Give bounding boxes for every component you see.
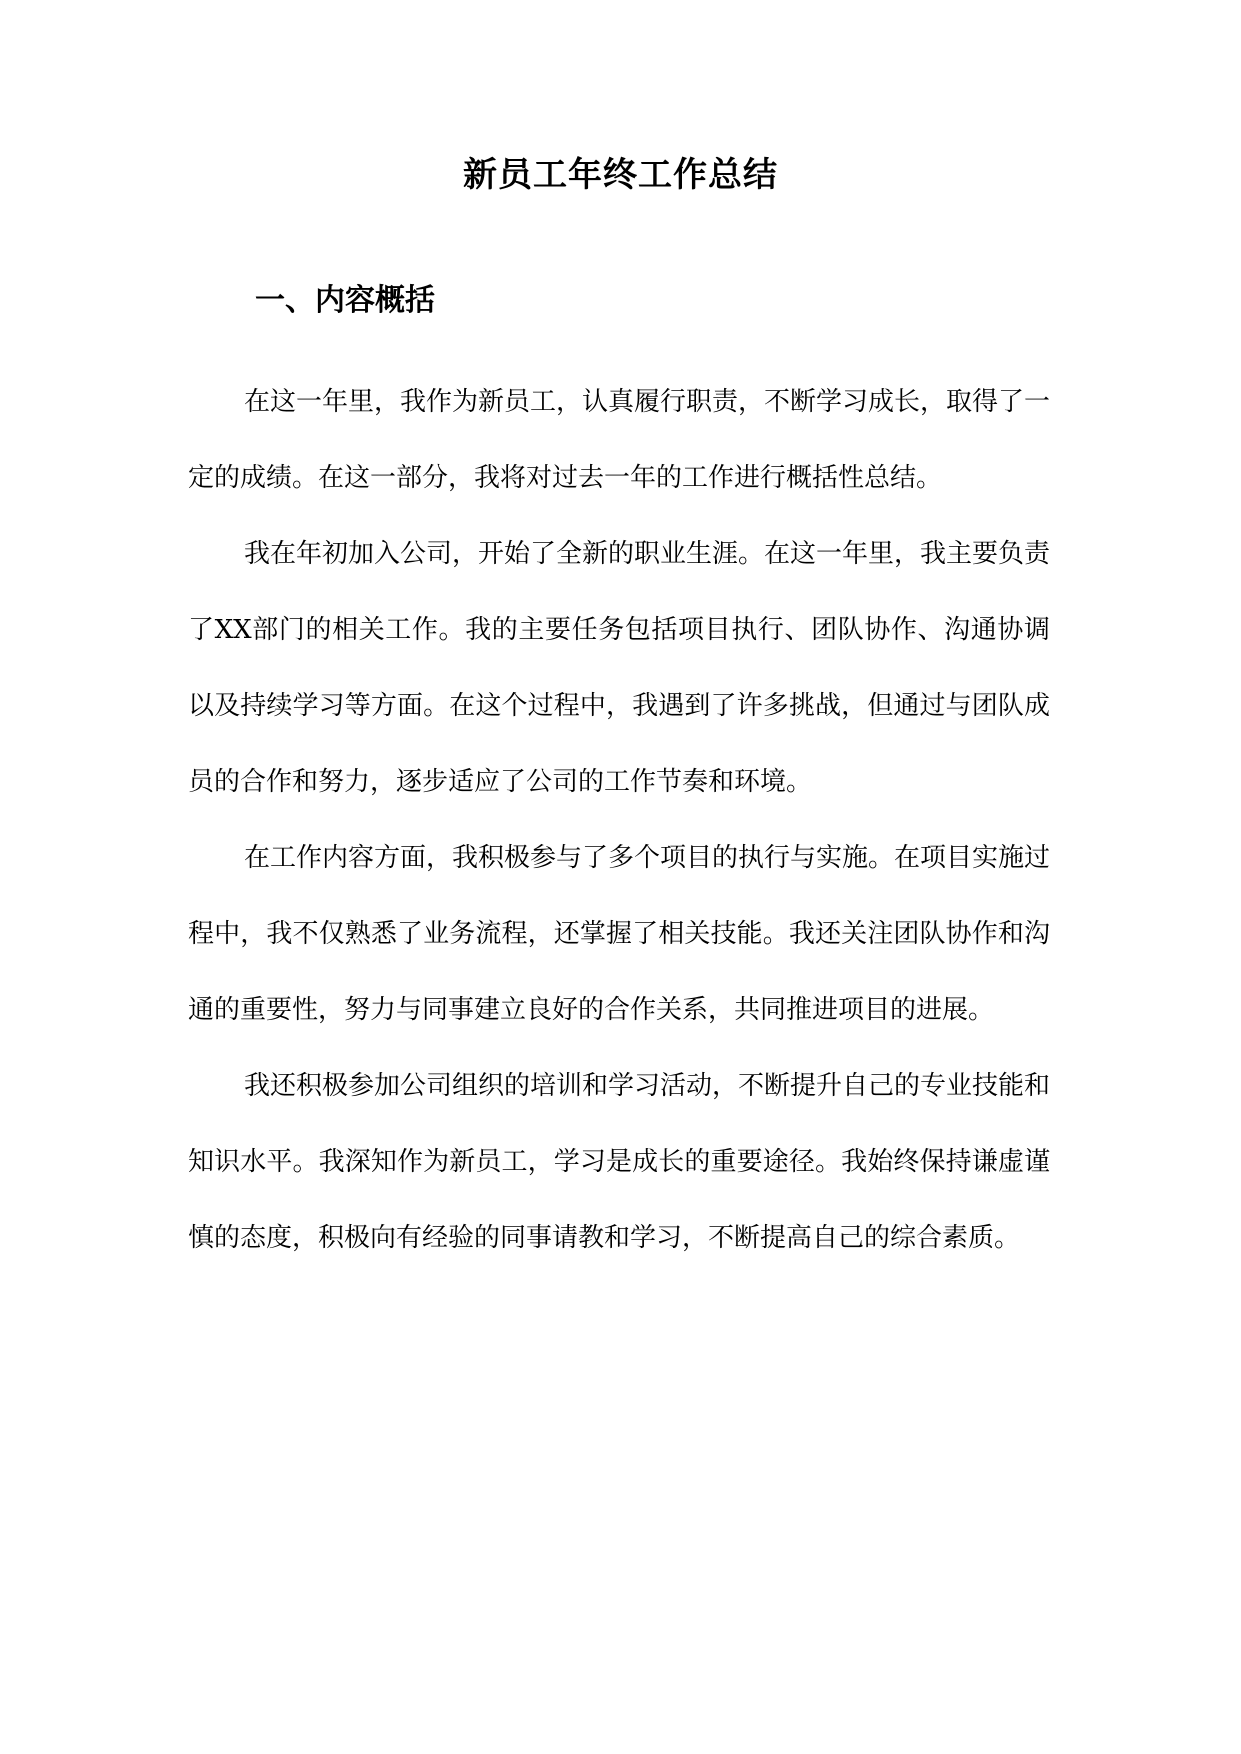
paragraph-4: 我还积极参加公司组织的培训和学习活动，不断提升自己的专业技能和知识水平。我深知作为新员工，学习是成长的重要途径。我始终保持谦虚谨慎的态度，积极向有经验的同事请教和学习，不断提高自己的综合素质。 (188, 1071, 1051, 1253)
document-title: 新员工年终工作总结 (463, 155, 778, 195)
paragraph-3: 在工作内容方面，我积极参与了多个项目的执行与实施。在项目实施过程中，我不仅熟悉了业务流程，还掌握了相关技能。我还关注团队协作和沟通的重要性，努力与同事建立良好的合作关系，共同推进项目的进展。 (188, 843, 1051, 1025)
section-heading: 一、内容概括 (255, 283, 435, 318)
document-body (188, 364, 1050, 1276)
paragraph-1: 在这一年里，我作为新员工，认真履行职责，不断学习成长，取得了一定的成绩。在这一部分，我将对过去一年的工作进行概括性总结。 (188, 387, 1051, 493)
paragraph-2: 我在年初加入公司，开始了全新的职业生涯。在这一年里，我主要负责了XX部门的相关工作。我的主要任务包括项目执行、团队协作、沟通协调以及持续学习等方面。在这个过程中，我遇到了许多挑战，但通过与团队成员的合作和努力，逐步适应了公司的工作节奏和环境。 (188, 539, 1051, 797)
